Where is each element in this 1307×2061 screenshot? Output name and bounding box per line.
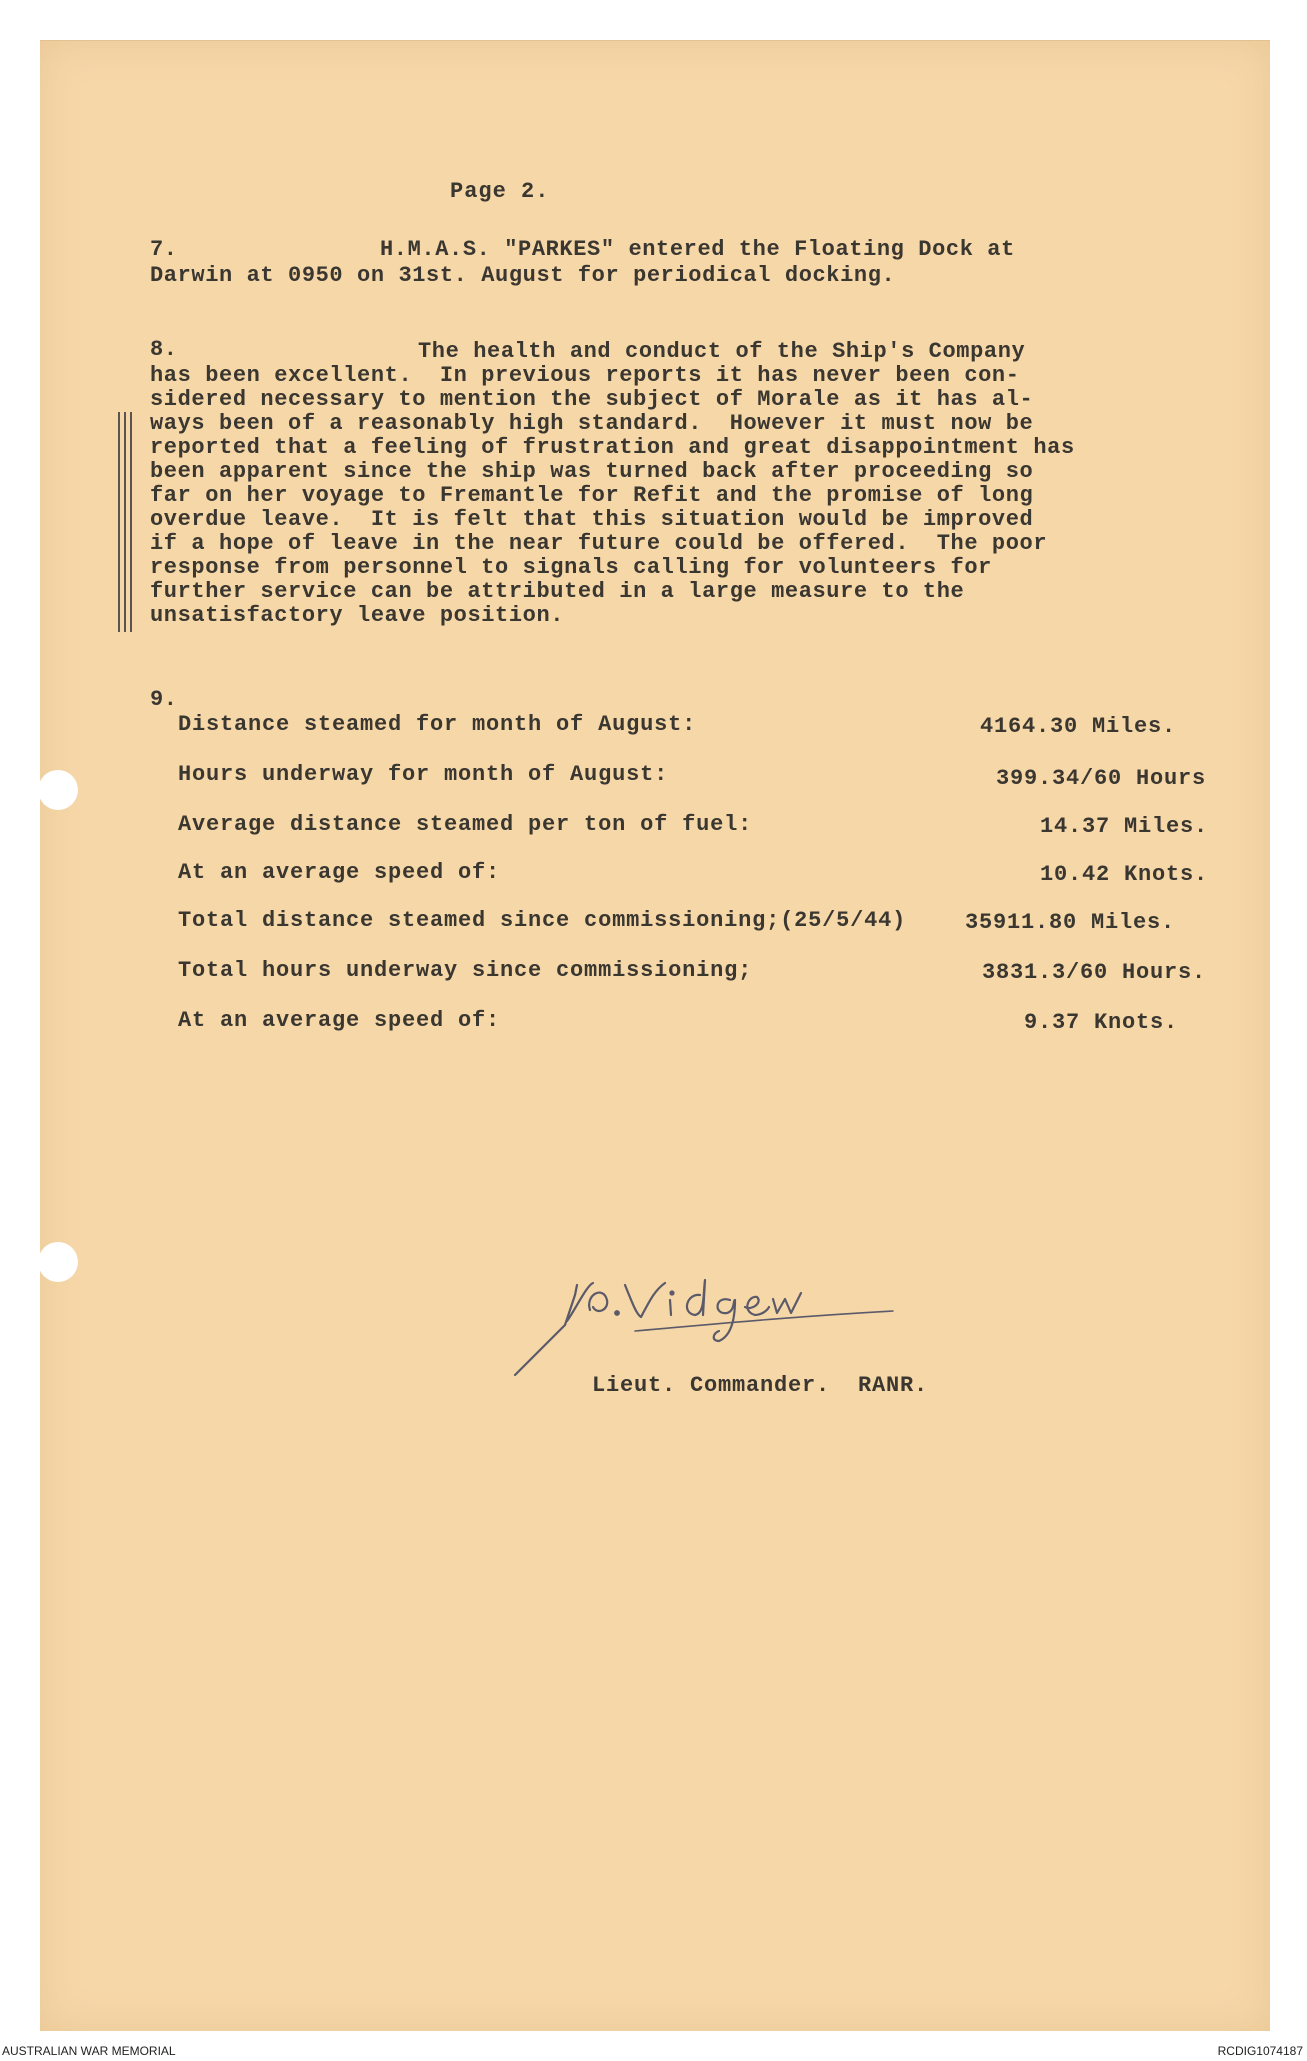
punch-hole-upper: [38, 770, 78, 810]
footer-archive-name: AUSTRALIAN WAR MEMORIAL: [2, 2044, 176, 2058]
para8-line-10: response from personnel to signals calling for volunteers for: [150, 555, 992, 580]
para8-line-6: been apparent since the ship was turned back after proceeding so: [150, 459, 1034, 484]
stat-value-distance-month: 4164.30 Miles.: [980, 714, 1177, 739]
stat-label-hours-month: Hours underway for month of August:: [178, 762, 669, 787]
para7-line-2: Darwin at 0950 on 31st. August for periodical docking.: [150, 263, 896, 288]
stat-label-distance-month: Distance steamed for month of August:: [178, 712, 697, 737]
stat-label-total-hours: Total hours underway since commissioning;: [178, 958, 753, 983]
para9-number: 9.: [150, 687, 178, 712]
para8-line-7: far on her voyage to Fremantle for Refit and the promise of long: [150, 483, 1034, 508]
para7-line-1: H.M.A.S. "PARKES" entered the Floating Dock at: [380, 237, 1015, 262]
stat-label-distance-per-ton: Average distance steamed per ton of fuel:: [178, 812, 753, 837]
stat-label-avg-speed-month: At an average speed of:: [178, 860, 501, 885]
para7-number: 7.: [150, 237, 178, 262]
para8-number: 8.: [150, 337, 178, 362]
para8-line-2: has been excellent. In previous reports it has never been con-: [150, 363, 1020, 388]
signature-rank: Lieut. Commander. RANR.: [592, 1373, 929, 1398]
para8-line-4: ways been of a reasonably high standard. However it must now be: [150, 411, 1034, 436]
stat-value-avg-speed-month: 10.42 Knots.: [1040, 862, 1209, 887]
stat-label-total-distance: Total distance steamed since commissioning;(25/5/44): [178, 908, 907, 933]
stat-value-total-hours: 3831.3/60 Hours.: [982, 960, 1207, 985]
stat-value-avg-speed-total: 9.37 Knots.: [1024, 1010, 1179, 1035]
para8-line-8: overdue leave. It is felt that this situation would be improved: [150, 507, 1034, 532]
footer-record-id: RCDIG1074187: [1217, 2044, 1303, 2058]
handwritten-signature: [505, 1255, 925, 1385]
margin-mark: [118, 412, 132, 632]
para8-line-5: reported that a feeling of frustration and great disappointment has: [150, 435, 1075, 460]
punch-hole-lower: [38, 1242, 78, 1282]
stat-label-avg-speed-total: At an average speed of:: [178, 1008, 501, 1033]
stat-value-distance-per-ton: 14.37 Miles.: [1040, 814, 1209, 839]
para8-line-9: if a hope of leave in the near future could be offered. The poor: [150, 531, 1048, 556]
stat-value-total-distance: 35911.80 Miles.: [965, 910, 1176, 935]
para8-line-11: further service can be attributed in a large measure to the: [150, 579, 965, 604]
para8-line-1: The health and conduct of the Ship's Company: [418, 339, 1026, 364]
para8-line-3: sidered necessary to mention the subject of Morale as it has al-: [150, 387, 1034, 412]
para8-line-12: unsatisfactory leave position.: [150, 603, 565, 628]
page-number: Page 2.: [450, 179, 550, 204]
stat-value-hours-month: 399.34/60 Hours: [996, 766, 1207, 791]
